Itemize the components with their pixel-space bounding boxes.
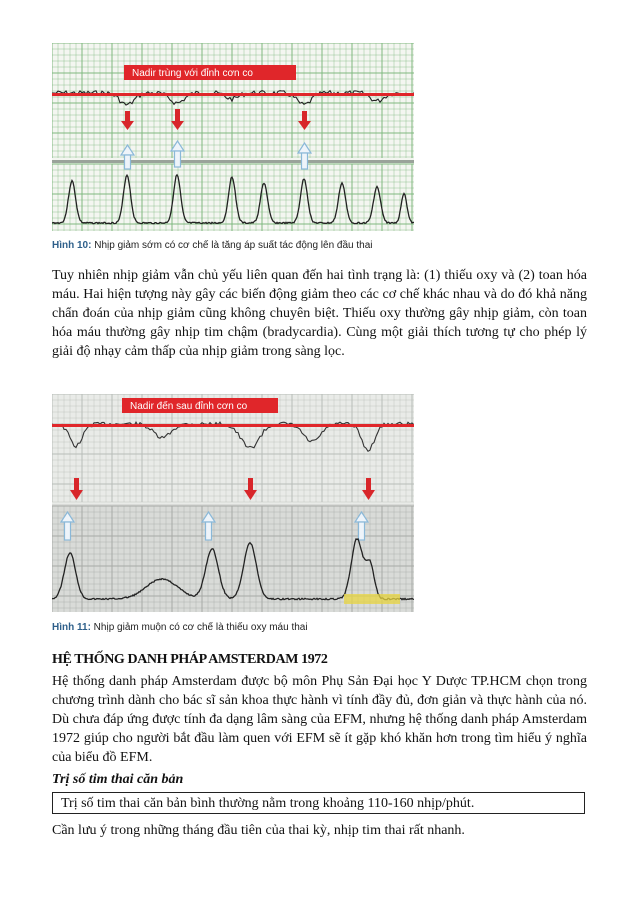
figure-caption: [52, 240, 373, 251]
caption-text: Nhịp giảm muộn có cơ chế là thiếu oxy máu thai: [90, 622, 308, 633]
highlight-box: Trị số tim thai căn bản bình thường nằm trong khoảng 110-160 nhịp/phút.: [52, 792, 585, 814]
section-heading: HỆ THỐNG DANH PHÁP AMSTERDAM 1972: [52, 652, 328, 667]
subheading: Trị số tim thai căn bản: [52, 772, 184, 787]
figure-banner-text: Nadir trùng với đỉnh cơn co: [132, 68, 253, 79]
baseline-red-line: [52, 93, 414, 96]
caption-label: Hình 11:: [52, 622, 91, 633]
caption-text: Nhịp giảm sớm có cơ chế là tăng áp suất tác động lên đầu thai: [91, 240, 373, 251]
baseline-red-line: [52, 424, 414, 427]
timestamp-stamp: [344, 594, 400, 604]
figure-late-deceleration: [52, 394, 414, 612]
figure-caption: [52, 622, 308, 633]
paragraph: Tuy nhiên nhịp giảm vẫn chủ yếu liên quan đến hai tình trạng là: (1) thiếu oxy và (2) toan hóa máu. Hai hiện tượng này gây các biến động giảm theo các cơ chế khác nhau và do đó khả năng chẩn đoán của nhịp giảm cũng không chuyên biệt. Thiếu oxy thường gây nhịp giảm, còn toan hóa máu thường gây nhịp tim chậm (bradycardia). Cùng một giải thích tương tự cho phép lý giải độ nhạy cảm thấp của nhịp giảm trong sàng lọc.: [52, 268, 587, 359]
figure-banner-text: Nadir đến sau đỉnh cơn co: [130, 401, 248, 412]
paragraph: Hệ thống danh pháp Amsterdam được bộ môn Phụ Sản Đại học Y Dược TP.HCM chọn trong chương trình dành cho bác sĩ sản khoa thực hành vì tính đầy đủ, đơn giản và thực hành của nó. Dù chưa đáp ứng được tính đa dạng lâm sàng của EFM, nhưng hệ thống danh pháp Amsterdam 1972 giúp cho người bắt đầu làm quen với EFM sẽ ít gặp khó khăn hơn trong tìm hiểu ý nghĩa của biểu đồ EFM.: [52, 674, 587, 765]
caption-label: Hình 10:: [52, 240, 92, 251]
paragraph: Cần lưu ý trong những tháng đầu tiên của thai kỳ, nhịp tim thai rất nhanh.: [52, 823, 465, 838]
figure-early-deceleration: [52, 43, 414, 231]
